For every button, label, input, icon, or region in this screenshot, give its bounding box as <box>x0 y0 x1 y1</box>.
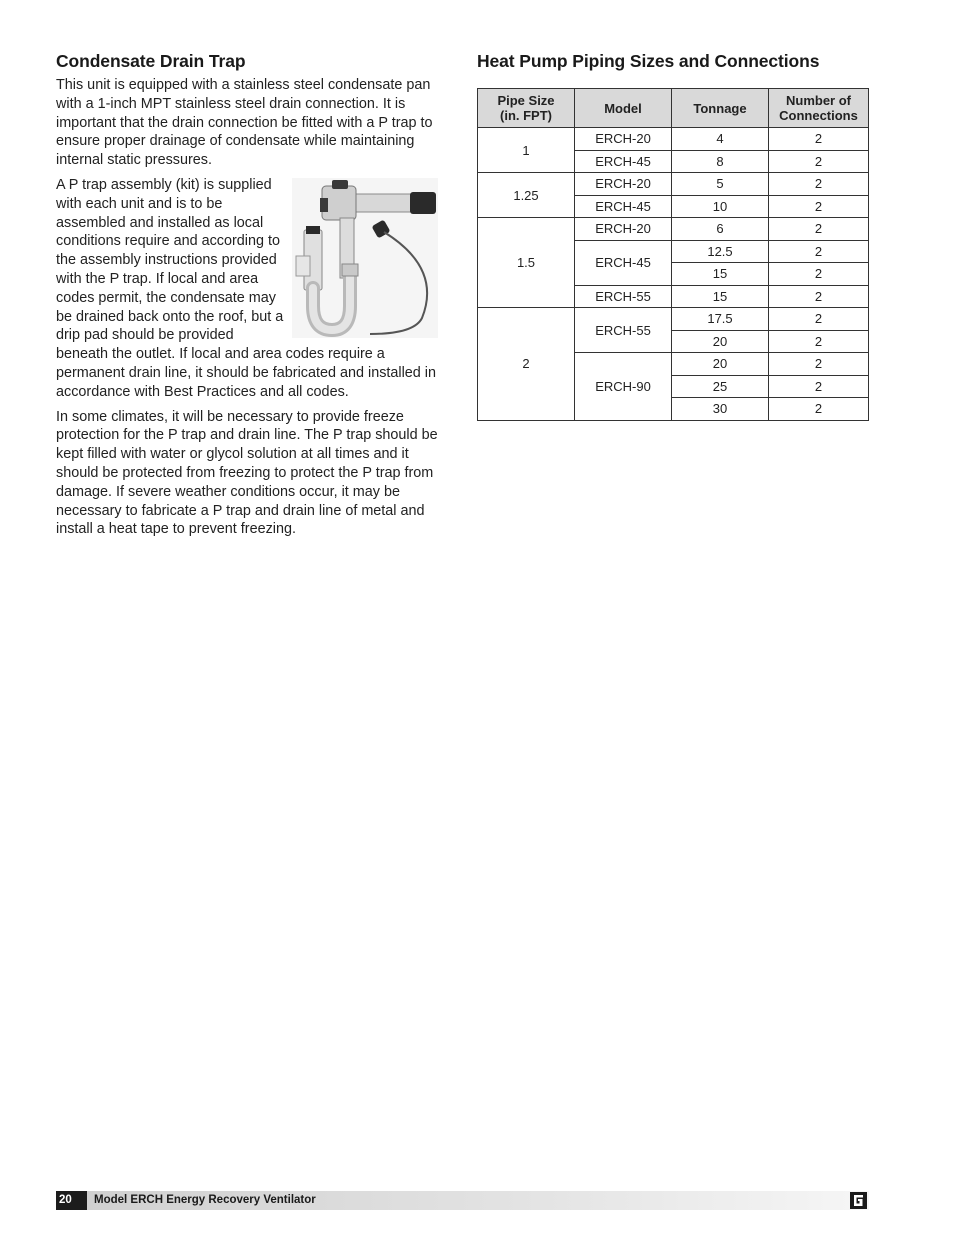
cell-connections: 2 <box>769 330 869 353</box>
cell-connections: 2 <box>769 240 869 263</box>
ptrap-illustration <box>292 178 438 338</box>
piping-table <box>477 88 869 421</box>
condensate-paragraph-1: This unit is equipped with a stainless steel condensate pan with a 1-inch MPT stainless steel drain connection. It is important that the drain connection be fitted with a P trap to ensure proper drainage of condensate while maintaining internal static pressures. <box>56 77 433 169</box>
greenheck-logo-icon <box>850 1192 867 1209</box>
header-model: Model <box>575 89 672 128</box>
cell-connections: 2 <box>769 150 869 173</box>
page-footer <box>56 1191 869 1210</box>
cell-tonnage: 20 <box>672 330 769 353</box>
page-number: 20 <box>56 1191 87 1210</box>
table-row <box>478 128 869 151</box>
cell-tonnage: 8 <box>672 150 769 173</box>
condensate-paragraph-2: A P trap assembly (kit) is supplied with each unit and is to be assembled and installed as local conditions require and according to the assembly instructions provided with the P trap. If local and area codes permit, the condensate may be drained back onto the roof, but a drip pad should be provided beneath the outlet. If local and area codes require a permanent drain line, it should be fabricated and installed in accordance with Best Practices and all codes. <box>56 176 436 400</box>
cell-pipe-size: 1 <box>478 128 575 173</box>
cell-tonnage: 30 <box>672 398 769 421</box>
cell-connections: 2 <box>769 375 869 398</box>
cell-model: ERCH-45 <box>575 150 672 173</box>
table-row <box>478 308 869 331</box>
header-connections: Number of Connections <box>769 89 869 128</box>
cell-tonnage: 12.5 <box>672 240 769 263</box>
cell-model: ERCH-90 <box>575 353 672 421</box>
cell-tonnage: 20 <box>672 353 769 376</box>
cell-tonnage: 10 <box>672 195 769 218</box>
cell-tonnage: 25 <box>672 375 769 398</box>
cell-model: ERCH-55 <box>575 308 672 353</box>
cell-model: ERCH-20 <box>575 218 672 241</box>
cell-tonnage: 17.5 <box>672 308 769 331</box>
cell-tonnage: 15 <box>672 285 769 308</box>
cell-pipe-size: 1.5 <box>478 218 575 308</box>
cell-model: ERCH-20 <box>575 173 672 196</box>
ptrap-photo <box>292 178 438 338</box>
cell-tonnage: 15 <box>672 263 769 286</box>
cell-tonnage: 6 <box>672 218 769 241</box>
piping-table-body <box>478 128 869 421</box>
cell-model: ERCH-20 <box>575 128 672 151</box>
cell-connections: 2 <box>769 173 869 196</box>
table-header-row <box>478 89 869 128</box>
cell-connections: 2 <box>769 353 869 376</box>
cell-connections: 2 <box>769 285 869 308</box>
cell-model: ERCH-45 <box>575 195 672 218</box>
cell-connections: 2 <box>769 218 869 241</box>
piping-heading: Heat Pump Piping Sizes and Connections <box>477 51 820 71</box>
header-tonnage: Tonnage <box>672 89 769 128</box>
condensate-section <box>56 51 444 545</box>
cell-pipe-size: 2 <box>478 308 575 421</box>
condensate-heading: Condensate Drain Trap <box>56 51 246 71</box>
cell-pipe-size: 1.25 <box>478 173 575 218</box>
header-pipe-size: Pipe Size (in. FPT) <box>478 89 575 128</box>
ptrap-block <box>56 176 444 402</box>
cell-connections: 2 <box>769 308 869 331</box>
footer-title: Model ERCH Energy Recovery Ventilator <box>94 1194 316 1206</box>
cell-model: ERCH-45 <box>575 240 672 285</box>
table-row <box>478 218 869 241</box>
cell-tonnage: 4 <box>672 128 769 151</box>
condensate-paragraph-3: In some climates, it will be necessary to provide freeze protection for the P trap and drain line. The P trap should be kept filled with water or glycol solution at all times and it should be protected from freezing to protect the P trap from damage. If severe weather conditions occur, it may be necessary to fabricate a P trap and drain line of metal and install a heat tape to prevent freezing. <box>56 408 438 538</box>
cell-tonnage: 5 <box>672 173 769 196</box>
piping-section <box>477 51 869 421</box>
cell-connections: 2 <box>769 263 869 286</box>
cell-model: ERCH-55 <box>575 285 672 308</box>
table-row <box>478 173 869 196</box>
cell-connections: 2 <box>769 128 869 151</box>
cell-connections: 2 <box>769 398 869 421</box>
cell-connections: 2 <box>769 195 869 218</box>
